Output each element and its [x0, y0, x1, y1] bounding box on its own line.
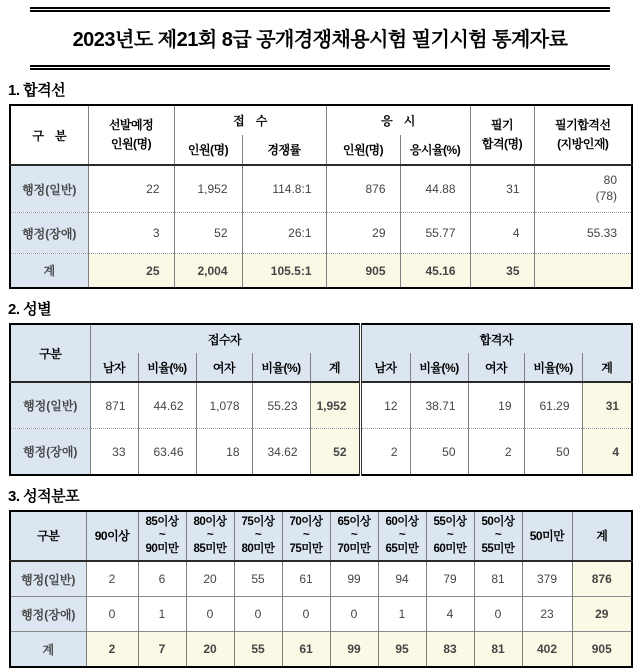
cell-total: 1,952 [310, 382, 360, 429]
range-bottom: 90미만 [145, 542, 179, 555]
cell-male: 871 [90, 382, 138, 429]
header-cutoff-line2: (지방인재) [557, 137, 609, 151]
range-top: 55이상 [433, 516, 467, 529]
range-tilde: ~ [350, 529, 358, 542]
cell-total: 905 [572, 632, 632, 668]
cell-sat-rate: 44.88 [400, 165, 470, 213]
row-label: 행정(장애) [10, 213, 88, 254]
header-range-60-65 [378, 511, 426, 561]
cutoff-sub: (78) [595, 189, 617, 203]
cell-score: 379 [522, 561, 572, 597]
table-row [10, 165, 632, 213]
header-male: 남자 [360, 353, 410, 382]
cell-score: 402 [522, 632, 572, 668]
range-bottom: 60미만 [433, 542, 467, 555]
table-row [10, 429, 632, 476]
cell-female-rate: 61.29 [524, 382, 582, 429]
range-tilde: ~ [494, 529, 502, 542]
header-gubun: 구분 [10, 324, 90, 382]
cell-female: 1,078 [196, 382, 252, 429]
document-page [0, 7, 640, 657]
row-label: 행정(일반) [10, 382, 90, 429]
section-2-heading: 2. 성별 [8, 301, 52, 318]
range-top: 80이상 [193, 516, 227, 529]
cell-cutoff [534, 165, 632, 213]
cell-score: 61 [282, 561, 330, 597]
cell-total: 876 [572, 561, 632, 597]
cell-ratio: 26:1 [242, 213, 326, 254]
header-planned-headcount [88, 105, 174, 165]
cell-female: 19 [468, 382, 524, 429]
cell-sat-count: 29 [326, 213, 400, 254]
header-applicants-group: 접수자 [90, 324, 360, 353]
header-female-rate: 비율(%) [252, 353, 310, 382]
cell-score: 7 [138, 632, 186, 668]
cell-male-rate: 44.62 [138, 382, 196, 429]
header-planned-line2: 인원(명) [110, 137, 152, 151]
cell-male-rate: 50 [410, 429, 468, 476]
header-sat-count: 인원(명) [326, 135, 400, 165]
cell-score: 1 [378, 597, 426, 632]
cell-score: 0 [86, 597, 138, 632]
cell-score: 81 [474, 561, 522, 597]
cell-score: 1 [138, 597, 186, 632]
table-row [10, 213, 632, 254]
range-tilde: ~ [398, 529, 406, 542]
cell-score: 81 [474, 632, 522, 668]
header-gubun: 구분 [10, 511, 86, 561]
cell-app-count: 2,004 [174, 254, 242, 289]
cell-score: 0 [186, 597, 234, 632]
range-bottom: 65미만 [385, 542, 419, 555]
cell-pass-count: 31 [470, 165, 534, 213]
title-box [30, 7, 610, 70]
total-row [10, 254, 632, 289]
range-top: 85이상 [145, 516, 179, 529]
header-written-pass-line1: 필기 [490, 118, 514, 133]
range-bottom: 70미만 [337, 542, 371, 555]
header-under50: 50미만 [522, 511, 572, 561]
cell-sat-rate: 55.77 [400, 213, 470, 254]
cell-male-rate: 38.71 [410, 382, 468, 429]
cell-score: 23 [522, 597, 572, 632]
range-tilde: ~ [302, 529, 310, 542]
cell-score: 20 [186, 632, 234, 668]
cell-score: 99 [330, 561, 378, 597]
pass-line-table [9, 104, 633, 289]
header-range-55-60 [426, 511, 474, 561]
cell-male: 2 [360, 429, 410, 476]
cell-planned: 22 [88, 165, 174, 213]
table-row [10, 382, 632, 429]
row-label: 계 [10, 632, 86, 668]
cell-male-rate: 63.46 [138, 429, 196, 476]
header-planned-line1: 선발예정 [108, 118, 154, 133]
range-top: 50이상 [481, 516, 515, 529]
cell-score: 2 [86, 632, 138, 668]
header-written-pass [470, 105, 534, 165]
header-cutoff [534, 105, 632, 165]
cell-female-rate: 50 [524, 429, 582, 476]
header-female-rate: 비율(%) [524, 353, 582, 382]
cell-total: 31 [582, 382, 632, 429]
cell-score: 94 [378, 561, 426, 597]
header-total: 계 [572, 511, 632, 561]
gender-table [9, 323, 633, 476]
range-tilde: ~ [446, 529, 454, 542]
row-label: 행정(일반) [10, 561, 86, 597]
range-tilde: ~ [254, 529, 262, 542]
cell-sat-rate: 45.16 [400, 254, 470, 289]
cell-female: 18 [196, 429, 252, 476]
range-bottom: 80미만 [241, 542, 275, 555]
section-3-heading: 3. 성적분포 [8, 488, 80, 505]
range-bottom: 85미만 [193, 542, 227, 555]
cell-pass-count: 35 [470, 254, 534, 289]
cell-score: 0 [282, 597, 330, 632]
cell-score: 6 [138, 561, 186, 597]
section-1-heading: 1. 합격선 [8, 82, 66, 99]
cell-ratio: 105.5:1 [242, 254, 326, 289]
header-app-count: 인원(명) [174, 135, 242, 165]
range-top: 70이상 [289, 516, 323, 529]
cell-cutoff [534, 254, 632, 289]
header-written-pass-line2: 합격(명) [481, 137, 523, 151]
cell-score: 61 [282, 632, 330, 668]
cell-female-rate: 34.62 [252, 429, 310, 476]
cell-total: 52 [310, 429, 360, 476]
cell-female: 2 [468, 429, 524, 476]
cell-score: 0 [474, 597, 522, 632]
range-tilde: ~ [206, 529, 214, 542]
header-sat-exam-group: 응 시 [326, 105, 470, 135]
header-range-85-90 [138, 511, 186, 561]
header-cutoff-line1: 필기합격선 [555, 118, 611, 133]
header-total: 계 [582, 353, 632, 382]
header-male-rate: 비율(%) [138, 353, 196, 382]
cell-app-count: 52 [174, 213, 242, 254]
cell-planned: 25 [88, 254, 174, 289]
cell-score: 95 [378, 632, 426, 668]
score-distribution-table [9, 510, 633, 668]
cell-planned: 3 [88, 213, 174, 254]
cell-app-count: 1,952 [174, 165, 242, 213]
header-over90: 90이상 [86, 511, 138, 561]
header-range-70-75 [282, 511, 330, 561]
cell-female-rate: 55.23 [252, 382, 310, 429]
document-title: 2023년도 제21회 8급 공개경쟁채용시험 필기시험 통계자료 [72, 29, 568, 51]
header-range-50-55 [474, 511, 522, 561]
cell-total: 29 [572, 597, 632, 632]
header-total: 계 [310, 353, 360, 382]
header-range-80-85 [186, 511, 234, 561]
range-tilde: ~ [158, 529, 166, 542]
cell-ratio: 114.8:1 [242, 165, 326, 213]
cell-male: 12 [360, 382, 410, 429]
cell-score: 55 [234, 632, 282, 668]
row-label: 행정(장애) [10, 597, 86, 632]
header-female: 여자 [196, 353, 252, 382]
cell-sat-count: 905 [326, 254, 400, 289]
header-sat-rate: 응시율(%) [400, 135, 470, 165]
header-passers-group: 합격자 [360, 324, 632, 353]
cell-score: 20 [186, 561, 234, 597]
range-top: 60이상 [385, 516, 419, 529]
header-male-rate: 비율(%) [410, 353, 468, 382]
cell-score: 83 [426, 632, 474, 668]
header-range-75-80 [234, 511, 282, 561]
range-bottom: 75미만 [289, 542, 323, 555]
range-top: 65이상 [337, 516, 371, 529]
cell-male: 33 [90, 429, 138, 476]
header-range-65-70 [330, 511, 378, 561]
cell-pass-count: 4 [470, 213, 534, 254]
range-top: 75이상 [241, 516, 275, 529]
row-label: 행정(장애) [10, 429, 90, 476]
cell-score: 0 [330, 597, 378, 632]
total-row [10, 632, 632, 668]
cell-score: 55 [234, 561, 282, 597]
header-female: 여자 [468, 353, 524, 382]
cutoff-main: 80 [603, 173, 617, 188]
cell-total: 4 [582, 429, 632, 476]
cell-score: 99 [330, 632, 378, 668]
range-bottom: 55미만 [481, 542, 515, 555]
header-male: 남자 [90, 353, 138, 382]
cell-cutoff: 55.33 [534, 213, 632, 254]
table-row [10, 597, 632, 632]
cell-score: 0 [234, 597, 282, 632]
header-competition-ratio: 경쟁률 [242, 135, 326, 165]
header-applications-group: 접 수 [174, 105, 326, 135]
cell-score: 2 [86, 561, 138, 597]
header-gubun: 구 분 [10, 105, 88, 165]
cell-score: 4 [426, 597, 474, 632]
row-label: 계 [10, 254, 88, 289]
cell-score: 79 [426, 561, 474, 597]
cell-sat-count: 876 [326, 165, 400, 213]
table-row [10, 561, 632, 597]
row-label: 행정(일반) [10, 165, 88, 213]
